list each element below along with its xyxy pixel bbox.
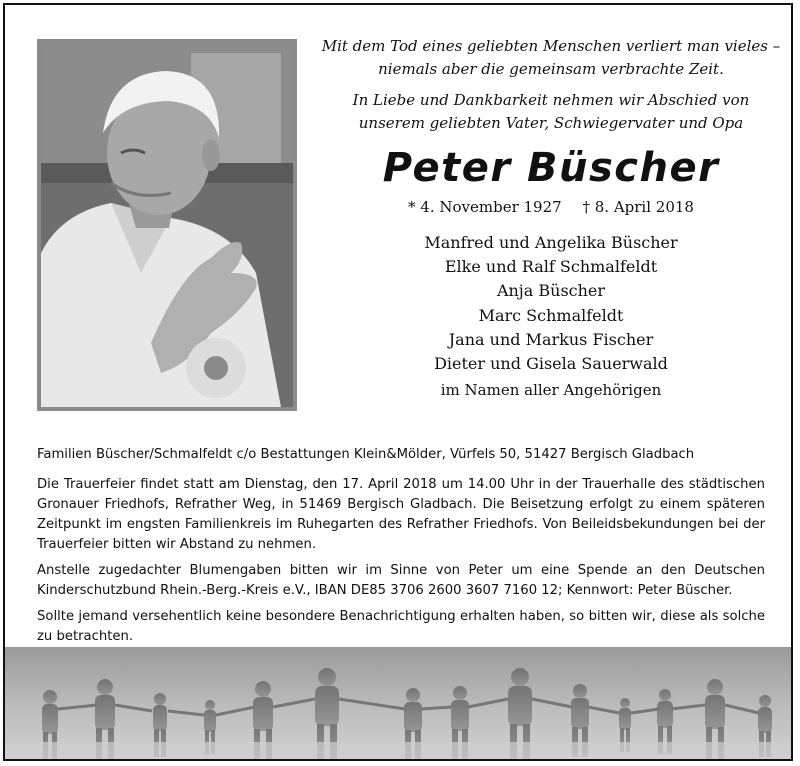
mourner-item: Dieter und Gisela Sauerwald xyxy=(434,354,668,374)
mourner-list xyxy=(317,231,785,376)
mourner-item: Marc Schmalfeldt xyxy=(478,305,624,325)
mourner-item: Jana und Markus Fischer xyxy=(448,329,654,349)
obituary-frame xyxy=(3,3,793,761)
quote-line-2: niemals aber die gemeinsam verbrachte Zeit. xyxy=(378,60,724,78)
mourner-item: Elke und Ralf Schmalfeldt xyxy=(444,257,658,277)
portrait-illustration xyxy=(41,43,293,407)
quote-line-1: Mit dem Tod eines geliebten Menschen verliert man vieles – xyxy=(321,37,781,55)
birth-date: * 4. November 1927 xyxy=(408,198,562,216)
memorial-quote xyxy=(317,35,785,81)
family-address: Familien Büscher/Schmalfeldt c/o Bestattungen Klein&Mölder, Vürfels 50, 51427 Bergisch Gladbach xyxy=(37,447,695,462)
announcement-body xyxy=(37,445,765,653)
deceased-name: Peter Büscher xyxy=(382,145,720,191)
death-date: † 8. April 2018 xyxy=(582,198,694,216)
service-paragraph: Die Trauerfeier findet statt am Dienstag, den 17. April 2018 um 14.00 Uhr in der Trauerhalle des städtischen Gronauer Friedhofs, Refrather Weg, in 51469 Bergisch Gladbach. Die Beisetzung erfolgt zu einem späteren Zeitpunkt im engsten Familienkreis im Ruhegarten des Refrather Friedhofs. Von Beileidsbekundungen bei der Trauerfeier bitten wir Abstand zu nehmen. xyxy=(37,477,765,552)
intro-line-2: unserem geliebten Vater, Schwiegervater und Opa xyxy=(358,114,744,132)
on-behalf-line: im Namen aller Angehörigen xyxy=(440,381,662,400)
mourner-item: Anja Büscher xyxy=(496,281,606,301)
intro-line-1: In Liebe und Dankbarkeit nehmen wir Abschied von xyxy=(352,91,750,109)
donation-paragraph: Anstelle zugedachter Blumengaben bitten wir im Sinne von Peter um eine Spende an den Deutschen Kinderschutzbund Rhein.-Berg.-Kreis e.V., IBAN DE85 3706 2600 3607 7160 12; Kennwort: Peter Büscher. xyxy=(37,563,765,598)
notice-paragraph: Sollte jemand versehentlich keine besondere Benachrichtigung erhalten haben, so bitten wir, diese als solche zu betrachten. xyxy=(37,609,765,644)
announcement-header xyxy=(317,35,785,402)
mourner-item: Manfred und Angelika Büscher xyxy=(424,233,678,252)
farewell-intro xyxy=(317,89,785,135)
life-dates xyxy=(317,197,785,217)
portrait-photo xyxy=(37,39,297,411)
silhouette-banner xyxy=(5,647,791,759)
people-silhouettes-illustration xyxy=(5,647,791,759)
